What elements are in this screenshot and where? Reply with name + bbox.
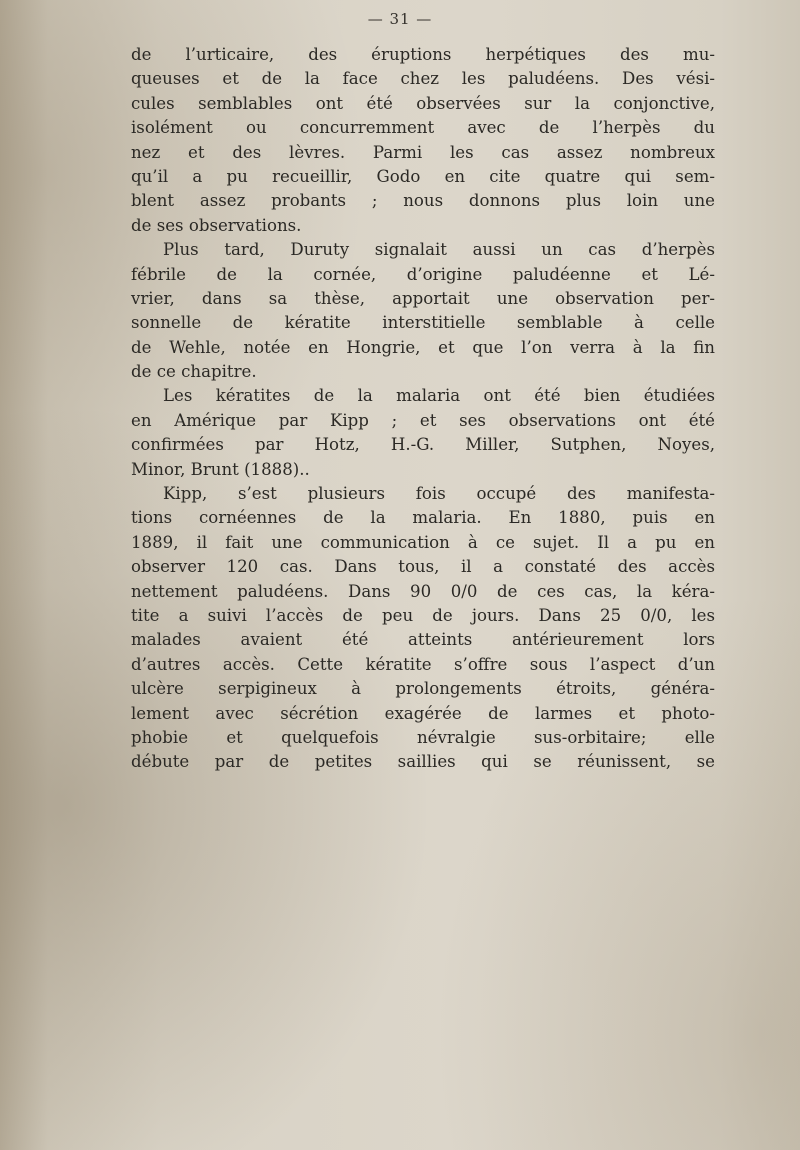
body-text xyxy=(131,43,715,775)
text-line: blent assez probants ; nous donnons plus loin une xyxy=(131,191,715,211)
text-line: sonnelle de kératite interstitielle semblable à celle xyxy=(131,313,715,333)
text-line: vrier, dans sa thèse, apportait une observation per- xyxy=(131,288,715,308)
text-line: d’autres accès. Cette kératite s’offre sous l’aspect d’un xyxy=(131,654,715,674)
text-line: Kipp, s’est plusieurs fois occupé des manifesta- xyxy=(163,484,715,504)
text-line: lement avec sécrétion exagérée de larmes et photo- xyxy=(131,703,715,723)
text-line: en Amérique par Kipp ; et ses observations ont été xyxy=(131,410,715,430)
text-line: observer 120 cas. Dans tous, il a constaté des accès xyxy=(131,557,715,577)
text-line: Plus tard, Duruty signalait aussi un cas d’herpès xyxy=(163,240,715,260)
text-line: de l’urticaire, des éruptions herpétiques des mu- xyxy=(131,45,715,64)
text-line: de ce chapitre. xyxy=(131,362,257,382)
text-line: phobie et quelquefois névralgie sus-orbitaire; elle xyxy=(131,727,715,747)
text-line: ulcère serpigineux à prolongements étroits, généra- xyxy=(131,679,715,699)
text-line: de Wehle, notée en Hongrie, et que l’on verra à la fin xyxy=(131,337,715,357)
text-line: de ses observations. xyxy=(131,215,302,235)
text-line: queuses et de la face chez les paludéens. Des vési- xyxy=(131,69,715,89)
text-line: nez et des lèvres. Parmi les cas assez nombreux xyxy=(131,142,715,162)
text-line: débute par de petites saillies qui se réunissent, se xyxy=(131,752,715,772)
text-line: 1889, il fait une communication à ce sujet. Il a pu en xyxy=(131,532,715,552)
text-line: qu’il a pu recueillir, Godo en cite quatre qui sem- xyxy=(131,166,715,186)
text-line: confirmées par Hotz, H.-G. Miller, Sutphen, Noyes, xyxy=(131,435,715,455)
text-line: tions cornéennes de la malaria. En 1880, puis en xyxy=(131,508,715,528)
text-line: tite a suivi l’accès de peu de jours. Dans 25 0/0, les xyxy=(131,605,715,625)
text-line: cules semblables ont été observées sur la conjonctive, xyxy=(131,93,715,113)
text-line: isolément ou concurremment avec de l’herpès du xyxy=(131,118,715,138)
text-line: nettement paludéens. Dans 90 0/0 de ces cas, la kéra- xyxy=(131,581,715,601)
text-line: Minor, Brunt (1888).. xyxy=(131,459,310,479)
text-line: malades avaient été atteints antérieurement lors xyxy=(131,630,715,650)
page-number: — 31 — xyxy=(367,10,433,28)
text-line: Les kératites de la malaria ont été bien étudiées xyxy=(163,386,715,406)
text-line: fébrile de la cornée, d’origine paludéenne et Lé- xyxy=(131,264,715,284)
